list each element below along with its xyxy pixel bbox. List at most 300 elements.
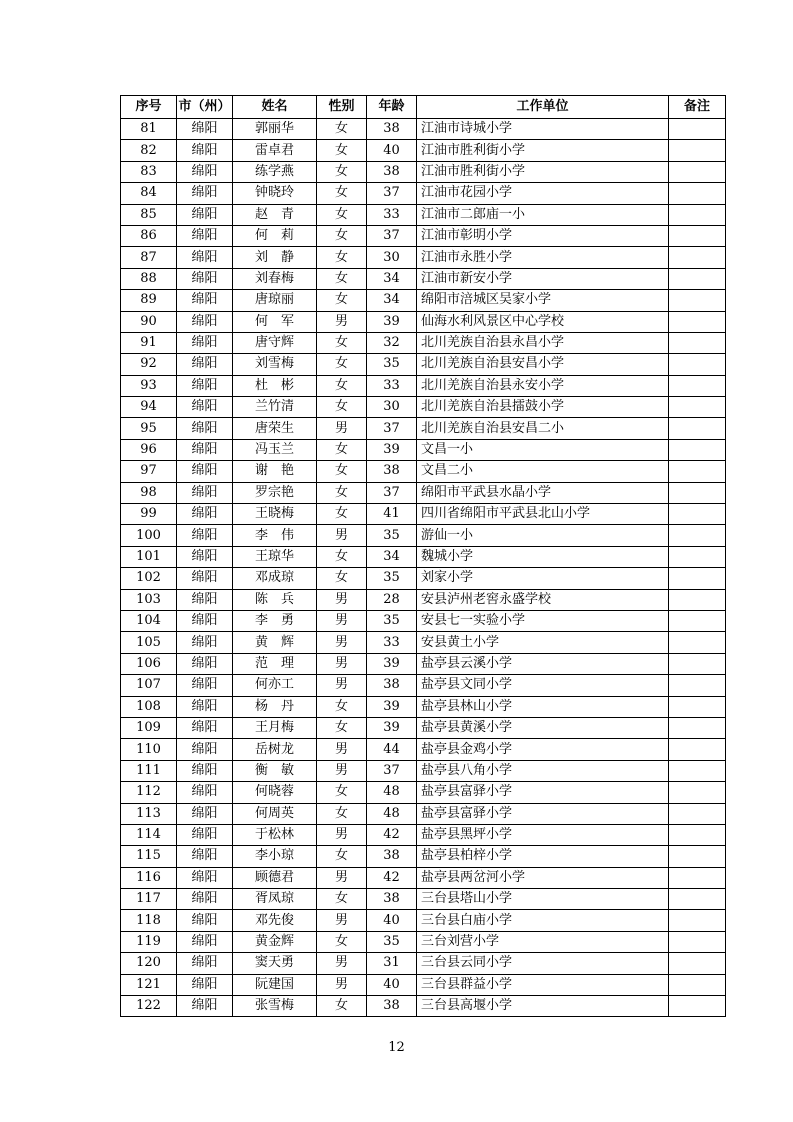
table-row (121, 610, 726, 631)
table-row (121, 461, 726, 482)
index-cell: 85 (121, 204, 177, 225)
city-cell: 绵阳 (177, 418, 233, 439)
work-unit-cell: 江油市诗城小学 (417, 119, 669, 140)
index-cell: 103 (121, 589, 177, 610)
index-cell: 92 (121, 354, 177, 375)
work-unit-cell: 盐亭县两岔河小学 (417, 867, 669, 888)
table-row (121, 119, 726, 140)
age-cell: 35 (367, 931, 417, 952)
work-unit-cell: 仙海水利风景区中心学校 (417, 311, 669, 332)
work-unit-cell: 游仙一小 (417, 525, 669, 546)
city-cell: 绵阳 (177, 782, 233, 803)
gender-cell: 女 (317, 717, 367, 738)
age-cell: 41 (367, 504, 417, 525)
table-row (121, 867, 726, 888)
work-unit-cell: 江油市彰明小学 (417, 225, 669, 246)
age-cell: 35 (367, 525, 417, 546)
table-row (121, 568, 726, 589)
index-cell: 117 (121, 889, 177, 910)
gender-cell: 女 (317, 482, 367, 503)
work-unit-cell: 江油市胜利街小学 (417, 161, 669, 182)
age-cell: 30 (367, 397, 417, 418)
name-cell: 兰竹清 (233, 397, 317, 418)
table-row (121, 290, 726, 311)
index-cell: 105 (121, 632, 177, 653)
city-cell: 绵阳 (177, 290, 233, 311)
table-row (121, 782, 726, 803)
work-unit-cell: 江油市胜利街小学 (417, 140, 669, 161)
remarks-cell (669, 953, 726, 974)
name-cell: 邓成琼 (233, 568, 317, 589)
city-cell: 绵阳 (177, 760, 233, 781)
work-unit-cell: 盐亭县云溪小学 (417, 653, 669, 674)
name-cell: 黄 辉 (233, 632, 317, 653)
city-cell: 绵阳 (177, 397, 233, 418)
gender-cell: 女 (317, 546, 367, 567)
remarks-cell (669, 482, 726, 503)
work-unit-cell: 刘家小学 (417, 568, 669, 589)
name-cell: 阮建国 (233, 974, 317, 995)
age-cell: 42 (367, 824, 417, 845)
age-cell: 48 (367, 782, 417, 803)
index-cell: 86 (121, 225, 177, 246)
city-cell: 绵阳 (177, 610, 233, 631)
age-cell: 44 (367, 739, 417, 760)
name-cell: 何亦工 (233, 675, 317, 696)
remarks-cell (669, 268, 726, 289)
work-unit-cell: 文昌二小 (417, 461, 669, 482)
index-cell: 116 (121, 867, 177, 888)
city-cell: 绵阳 (177, 354, 233, 375)
gender-cell: 男 (317, 525, 367, 546)
index-cell: 93 (121, 375, 177, 396)
age-cell: 34 (367, 268, 417, 289)
table-row (121, 268, 726, 289)
work-unit-cell: 三台县高堰小学 (417, 996, 669, 1017)
index-cell: 118 (121, 910, 177, 931)
table-row (121, 354, 726, 375)
city-cell: 绵阳 (177, 268, 233, 289)
work-unit-cell: 绵阳市涪城区吴家小学 (417, 290, 669, 311)
index-cell: 100 (121, 525, 177, 546)
gender-cell: 女 (317, 846, 367, 867)
index-cell: 120 (121, 953, 177, 974)
name-cell: 王月梅 (233, 717, 317, 738)
name-cell: 李 勇 (233, 610, 317, 631)
gender-cell: 女 (317, 889, 367, 910)
index-cell: 94 (121, 397, 177, 418)
name-cell: 何 莉 (233, 225, 317, 246)
remarks-cell (669, 439, 726, 460)
table-row (121, 418, 726, 439)
age-cell: 28 (367, 589, 417, 610)
gender-cell: 男 (317, 589, 367, 610)
remarks-cell (669, 739, 726, 760)
age-cell: 39 (367, 439, 417, 460)
city-cell: 绵阳 (177, 675, 233, 696)
index-cell: 83 (121, 161, 177, 182)
index-cell: 81 (121, 119, 177, 140)
index-cell: 114 (121, 824, 177, 845)
city-cell: 绵阳 (177, 867, 233, 888)
index-cell: 101 (121, 546, 177, 567)
city-cell: 绵阳 (177, 889, 233, 910)
index-cell: 113 (121, 803, 177, 824)
city-cell: 绵阳 (177, 632, 233, 653)
index-cell: 109 (121, 717, 177, 738)
name-cell: 李 伟 (233, 525, 317, 546)
work-unit-cell: 北川羌族自治县安昌小学 (417, 354, 669, 375)
gender-cell: 男 (317, 824, 367, 845)
index-cell: 115 (121, 846, 177, 867)
city-cell: 绵阳 (177, 247, 233, 268)
city-cell: 绵阳 (177, 739, 233, 760)
remarks-cell (669, 782, 726, 803)
name-cell: 于松林 (233, 824, 317, 845)
gender-cell: 女 (317, 183, 367, 204)
index-cell: 90 (121, 311, 177, 332)
work-unit-cell: 盐亭县富驿小学 (417, 803, 669, 824)
table-row (121, 653, 726, 674)
remarks-cell (669, 504, 726, 525)
remarks-cell (669, 161, 726, 182)
age-cell: 33 (367, 632, 417, 653)
remarks-cell (669, 461, 726, 482)
remarks-cell (669, 525, 726, 546)
city-cell: 绵阳 (177, 996, 233, 1017)
age-cell: 39 (367, 653, 417, 674)
table-row (121, 183, 726, 204)
gender-cell: 女 (317, 247, 367, 268)
remarks-cell (669, 610, 726, 631)
table-row (121, 760, 726, 781)
city-cell: 绵阳 (177, 161, 233, 182)
remarks-cell (669, 910, 726, 931)
remarks-cell (669, 760, 726, 781)
work-unit-cell: 北川羌族自治县安昌二小 (417, 418, 669, 439)
age-cell: 38 (367, 889, 417, 910)
name-cell: 黄金辉 (233, 931, 317, 952)
index-cell: 91 (121, 332, 177, 353)
name-cell: 钟晓玲 (233, 183, 317, 204)
index-cell: 89 (121, 290, 177, 311)
age-cell: 38 (367, 161, 417, 182)
gender-cell: 男 (317, 653, 367, 674)
remarks-cell (669, 397, 726, 418)
remarks-cell (669, 653, 726, 674)
name-cell: 李小琼 (233, 846, 317, 867)
table-row (121, 332, 726, 353)
index-cell: 122 (121, 996, 177, 1017)
name-cell: 何 军 (233, 311, 317, 332)
gender-cell: 女 (317, 696, 367, 717)
age-cell: 42 (367, 867, 417, 888)
work-unit-cell: 盐亭县金鸡小学 (417, 739, 669, 760)
gender-cell: 女 (317, 803, 367, 824)
remarks-cell (669, 204, 726, 225)
table-row (121, 931, 726, 952)
name-cell: 王晓梅 (233, 504, 317, 525)
age-cell: 38 (367, 996, 417, 1017)
table-row (121, 803, 726, 824)
gender-cell: 女 (317, 332, 367, 353)
work-unit-cell: 三台刘营小学 (417, 931, 669, 952)
work-unit-cell: 北川羌族自治县永安小学 (417, 375, 669, 396)
header-index: 序号 (121, 96, 177, 119)
name-cell: 刘春梅 (233, 268, 317, 289)
city-cell: 绵阳 (177, 439, 233, 460)
name-cell: 练学燕 (233, 161, 317, 182)
table-row (121, 204, 726, 225)
name-cell: 刘雪梅 (233, 354, 317, 375)
remarks-cell (669, 140, 726, 161)
table-row (121, 225, 726, 246)
age-cell: 39 (367, 311, 417, 332)
gender-cell: 男 (317, 675, 367, 696)
work-unit-cell: 江油市新安小学 (417, 268, 669, 289)
remarks-cell (669, 375, 726, 396)
age-cell: 37 (367, 418, 417, 439)
name-cell: 杨 丹 (233, 696, 317, 717)
age-cell: 37 (367, 225, 417, 246)
work-unit-cell: 三台县白庙小学 (417, 910, 669, 931)
work-unit-cell: 盐亭县富驿小学 (417, 782, 669, 803)
table-row (121, 311, 726, 332)
table-row (121, 824, 726, 845)
index-cell: 107 (121, 675, 177, 696)
city-cell: 绵阳 (177, 974, 233, 995)
city-cell: 绵阳 (177, 696, 233, 717)
index-cell: 112 (121, 782, 177, 803)
work-unit-cell: 三台县群益小学 (417, 974, 669, 995)
gender-cell: 男 (317, 953, 367, 974)
age-cell: 39 (367, 717, 417, 738)
work-unit-cell: 安县七一实验小学 (417, 610, 669, 631)
work-unit-cell: 安县黄土小学 (417, 632, 669, 653)
remarks-cell (669, 568, 726, 589)
city-cell: 绵阳 (177, 525, 233, 546)
table-row (121, 996, 726, 1017)
table-row (121, 739, 726, 760)
index-cell: 102 (121, 568, 177, 589)
work-unit-cell: 江油市永胜小学 (417, 247, 669, 268)
table-row (121, 525, 726, 546)
remarks-cell (669, 354, 726, 375)
index-cell: 106 (121, 653, 177, 674)
city-cell: 绵阳 (177, 225, 233, 246)
remarks-cell (669, 183, 726, 204)
header-row (121, 96, 726, 119)
table-row (121, 632, 726, 653)
gender-cell: 女 (317, 461, 367, 482)
gender-cell: 男 (317, 974, 367, 995)
table-row (121, 910, 726, 931)
age-cell: 40 (367, 140, 417, 161)
remarks-cell (669, 717, 726, 738)
remarks-cell (669, 846, 726, 867)
name-cell: 冯玉兰 (233, 439, 317, 460)
work-unit-cell: 三台县塔山小学 (417, 889, 669, 910)
work-unit-cell: 江油市花园小学 (417, 183, 669, 204)
city-cell: 绵阳 (177, 910, 233, 931)
table-row (121, 375, 726, 396)
work-unit-cell: 文昌一小 (417, 439, 669, 460)
city-cell: 绵阳 (177, 546, 233, 567)
index-cell: 111 (121, 760, 177, 781)
age-cell: 34 (367, 290, 417, 311)
roster-table (120, 95, 726, 1017)
age-cell: 38 (367, 461, 417, 482)
name-cell: 唐琼丽 (233, 290, 317, 311)
gender-cell: 女 (317, 931, 367, 952)
remarks-cell (669, 247, 726, 268)
name-cell: 胥凤琼 (233, 889, 317, 910)
name-cell: 谢 艳 (233, 461, 317, 482)
gender-cell: 女 (317, 996, 367, 1017)
gender-cell: 女 (317, 439, 367, 460)
index-cell: 87 (121, 247, 177, 268)
table-row (121, 482, 726, 503)
gender-cell: 女 (317, 204, 367, 225)
gender-cell: 男 (317, 610, 367, 631)
work-unit-cell: 盐亭县林山小学 (417, 696, 669, 717)
gender-cell: 女 (317, 225, 367, 246)
age-cell: 40 (367, 910, 417, 931)
gender-cell: 女 (317, 568, 367, 589)
city-cell: 绵阳 (177, 589, 233, 610)
city-cell: 绵阳 (177, 140, 233, 161)
work-unit-cell: 北川羌族自治县永昌小学 (417, 332, 669, 353)
city-cell: 绵阳 (177, 717, 233, 738)
name-cell: 顾德君 (233, 867, 317, 888)
table-row (121, 846, 726, 867)
work-unit-cell: 三台县云同小学 (417, 953, 669, 974)
name-cell: 唐荣生 (233, 418, 317, 439)
age-cell: 31 (367, 953, 417, 974)
remarks-cell (669, 632, 726, 653)
remarks-cell (669, 311, 726, 332)
header-age: 年龄 (367, 96, 417, 119)
city-cell: 绵阳 (177, 846, 233, 867)
work-unit-cell: 江油市二郎庙一小 (417, 204, 669, 225)
table-row (121, 504, 726, 525)
name-cell: 衡 敏 (233, 760, 317, 781)
remarks-cell (669, 119, 726, 140)
work-unit-cell: 盐亭县文同小学 (417, 675, 669, 696)
city-cell: 绵阳 (177, 183, 233, 204)
table-row (121, 889, 726, 910)
city-cell: 绵阳 (177, 482, 233, 503)
index-cell: 104 (121, 610, 177, 631)
table-body (121, 119, 726, 1017)
name-cell: 陈 兵 (233, 589, 317, 610)
age-cell: 30 (367, 247, 417, 268)
gender-cell: 男 (317, 760, 367, 781)
city-cell: 绵阳 (177, 204, 233, 225)
remarks-cell (669, 332, 726, 353)
name-cell: 岳树龙 (233, 739, 317, 760)
index-cell: 108 (121, 696, 177, 717)
city-cell: 绵阳 (177, 311, 233, 332)
table-row (121, 247, 726, 268)
name-cell: 杜 彬 (233, 375, 317, 396)
table-row (121, 675, 726, 696)
age-cell: 35 (367, 354, 417, 375)
index-cell: 88 (121, 268, 177, 289)
remarks-cell (669, 675, 726, 696)
table-row (121, 161, 726, 182)
index-cell: 119 (121, 931, 177, 952)
age-cell: 35 (367, 568, 417, 589)
index-cell: 82 (121, 140, 177, 161)
remarks-cell (669, 418, 726, 439)
gender-cell: 男 (317, 632, 367, 653)
age-cell: 48 (367, 803, 417, 824)
gender-cell: 男 (317, 739, 367, 760)
age-cell: 39 (367, 696, 417, 717)
gender-cell: 女 (317, 268, 367, 289)
name-cell: 何晓蓉 (233, 782, 317, 803)
city-cell: 绵阳 (177, 504, 233, 525)
gender-cell: 女 (317, 375, 367, 396)
city-cell: 绵阳 (177, 953, 233, 974)
age-cell: 37 (367, 482, 417, 503)
work-unit-cell: 盐亭县黑坪小学 (417, 824, 669, 845)
age-cell: 33 (367, 204, 417, 225)
table-row (121, 953, 726, 974)
index-cell: 121 (121, 974, 177, 995)
table-row (121, 696, 726, 717)
index-cell: 95 (121, 418, 177, 439)
city-cell: 绵阳 (177, 332, 233, 353)
age-cell: 33 (367, 375, 417, 396)
name-cell: 邓先俊 (233, 910, 317, 931)
city-cell: 绵阳 (177, 568, 233, 589)
gender-cell: 女 (317, 782, 367, 803)
age-cell: 38 (367, 119, 417, 140)
city-cell: 绵阳 (177, 119, 233, 140)
remarks-cell (669, 290, 726, 311)
work-unit-cell: 四川省绵阳市平武县北山小学 (417, 504, 669, 525)
header-remarks: 备注 (669, 96, 726, 119)
name-cell: 郭丽华 (233, 119, 317, 140)
table-row (121, 397, 726, 418)
remarks-cell (669, 696, 726, 717)
header-work-unit: 工作单位 (417, 96, 669, 119)
name-cell: 唐守辉 (233, 332, 317, 353)
name-cell: 刘 静 (233, 247, 317, 268)
index-cell: 99 (121, 504, 177, 525)
remarks-cell (669, 546, 726, 567)
remarks-cell (669, 589, 726, 610)
name-cell: 何周英 (233, 803, 317, 824)
gender-cell: 男 (317, 910, 367, 931)
remarks-cell (669, 803, 726, 824)
work-unit-cell: 魏城小学 (417, 546, 669, 567)
index-cell: 96 (121, 439, 177, 460)
city-cell: 绵阳 (177, 803, 233, 824)
index-cell: 98 (121, 482, 177, 503)
city-cell: 绵阳 (177, 375, 233, 396)
gender-cell: 女 (317, 161, 367, 182)
gender-cell: 男 (317, 867, 367, 888)
remarks-cell (669, 931, 726, 952)
index-cell: 97 (121, 461, 177, 482)
header-name: 姓名 (233, 96, 317, 119)
work-unit-cell: 绵阳市平武县水晶小学 (417, 482, 669, 503)
age-cell: 32 (367, 332, 417, 353)
remarks-cell (669, 867, 726, 888)
